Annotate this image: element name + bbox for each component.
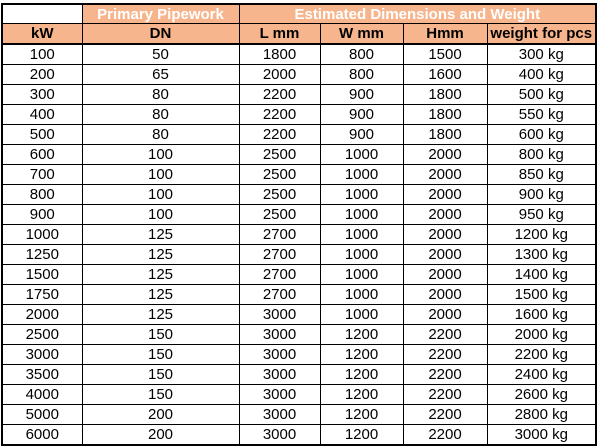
cell-dn: 80 [82,85,239,105]
cell-kw: 1250 [2,245,82,265]
cell-dn: 100 [82,205,239,225]
cell-kw: 1500 [2,265,82,285]
cell-length: 1800 [239,44,320,65]
cell-dn: 80 [82,125,239,145]
cell-height: 2000 [403,165,487,185]
table-row [2,265,596,285]
cell-dn: 200 [82,425,239,446]
cell-length: 2700 [239,285,320,305]
cell-kw: 4000 [2,385,82,405]
table-row [2,105,596,125]
cell-width: 900 [320,105,403,125]
cell-dn: 150 [82,325,239,345]
cell-width: 1200 [320,405,403,425]
cell-length: 2500 [239,185,320,205]
cell-width: 1000 [320,145,403,165]
cell-width: 1000 [320,245,403,265]
cell-weight: 2200 kg [487,345,596,365]
cell-kw: 200 [2,65,82,85]
cell-length: 2000 [239,65,320,85]
cell-weight: 2000 kg [487,325,596,345]
cell-kw: 900 [2,205,82,225]
cell-dn: 100 [82,165,239,185]
cell-kw: 5000 [2,405,82,425]
cell-dn: 125 [82,285,239,305]
cell-kw: 800 [2,185,82,205]
cell-dn: 65 [82,65,239,85]
cell-kw: 500 [2,125,82,145]
cell-dn: 125 [82,265,239,285]
cell-kw: 700 [2,165,82,185]
table-row [2,225,596,245]
group-header-estimated-dimensions: Estimated Dimensions and Weight [239,4,596,24]
cell-height: 2000 [403,305,487,325]
cell-kw: 400 [2,105,82,125]
cell-length: 3000 [239,325,320,345]
table-row [2,185,596,205]
cell-kw: 1750 [2,285,82,305]
cell-weight: 850 kg [487,165,596,185]
cell-width: 1200 [320,345,403,365]
cell-kw: 6000 [2,425,82,446]
cell-kw: 3500 [2,365,82,385]
column-header-kw: kW [2,24,82,45]
group-header-blank [2,4,82,24]
cell-weight: 2600 kg [487,385,596,405]
cell-height: 2200 [403,385,487,405]
cell-height: 2000 [403,225,487,245]
cell-width: 1000 [320,225,403,245]
table-row [2,205,596,225]
cell-width: 900 [320,85,403,105]
cell-weight: 2800 kg [487,405,596,425]
table-row [2,85,596,105]
cell-height: 2000 [403,245,487,265]
table-row [2,65,596,85]
cell-weight: 1600 kg [487,305,596,325]
cell-height: 2200 [403,405,487,425]
table-row [2,305,596,325]
column-header-width: W mm [320,24,403,45]
cell-length: 2200 [239,125,320,145]
cell-length: 2700 [239,265,320,285]
table-row [2,125,596,145]
cell-height: 2000 [403,265,487,285]
cell-dn: 80 [82,105,239,125]
table-row [2,425,596,446]
cell-length: 2200 [239,85,320,105]
cell-height: 1800 [403,125,487,145]
cell-width: 1000 [320,285,403,305]
cell-width: 1000 [320,165,403,185]
cell-weight: 300 kg [487,44,596,65]
cell-width: 1200 [320,425,403,446]
cell-length: 3000 [239,405,320,425]
cell-width: 1200 [320,365,403,385]
column-header-length: L mm [239,24,320,45]
group-header-row [2,4,596,24]
cell-height: 1600 [403,65,487,85]
cell-weight: 2400 kg [487,365,596,385]
cell-kw: 600 [2,145,82,165]
table-row [2,325,596,345]
cell-weight: 1300 kg [487,245,596,265]
cell-length: 3000 [239,425,320,446]
cell-height: 2200 [403,345,487,365]
column-header-dn: DN [82,24,239,45]
cell-dn: 150 [82,345,239,365]
cell-height: 2200 [403,425,487,446]
column-header-row [2,24,596,45]
cell-height: 2200 [403,325,487,345]
table-body [2,44,596,445]
cell-kw: 2000 [2,305,82,325]
cell-width: 1000 [320,185,403,205]
cell-length: 3000 [239,385,320,405]
cell-kw: 2500 [2,325,82,345]
cell-weight: 950 kg [487,205,596,225]
table-row [2,385,596,405]
table-row [2,145,596,165]
cell-weight: 400 kg [487,65,596,85]
cell-width: 900 [320,125,403,145]
cell-width: 800 [320,65,403,85]
group-header-primary-pipework: Primary Pipework [82,4,239,24]
column-header-weight: weight for pcs [487,24,596,45]
cell-kw: 1000 [2,225,82,245]
cell-dn: 125 [82,225,239,245]
cell-dn: 100 [82,185,239,205]
cell-weight: 500 kg [487,85,596,105]
cell-height: 2000 [403,145,487,165]
cell-width: 1200 [320,325,403,345]
cell-kw: 300 [2,85,82,105]
dimensions-table [1,3,597,446]
cell-dn: 125 [82,305,239,325]
cell-width: 1000 [320,265,403,285]
cell-weight: 900 kg [487,185,596,205]
cell-weight: 1200 kg [487,225,596,245]
table-row [2,345,596,365]
cell-height: 2200 [403,365,487,385]
cell-height: 1800 [403,85,487,105]
column-header-height: Hmm [403,24,487,45]
cell-dn: 100 [82,145,239,165]
cell-width: 1000 [320,205,403,225]
cell-height: 1500 [403,44,487,65]
table-row [2,365,596,385]
cell-length: 2500 [239,165,320,185]
cell-weight: 550 kg [487,105,596,125]
cell-weight: 600 kg [487,125,596,145]
cell-height: 2000 [403,285,487,305]
cell-weight: 1500 kg [487,285,596,305]
cell-length: 2700 [239,225,320,245]
cell-length: 2500 [239,205,320,225]
cell-width: 1200 [320,385,403,405]
table-row [2,165,596,185]
cell-width: 800 [320,44,403,65]
cell-height: 2000 [403,205,487,225]
table-row [2,285,596,305]
cell-weight: 800 kg [487,145,596,165]
cell-height: 1800 [403,105,487,125]
cell-height: 2000 [403,185,487,205]
cell-length: 3000 [239,345,320,365]
cell-width: 1000 [320,305,403,325]
cell-weight: 3000 kg [487,425,596,446]
cell-length: 2200 [239,105,320,125]
cell-dn: 150 [82,365,239,385]
cell-dn: 50 [82,44,239,65]
cell-dn: 200 [82,405,239,425]
table-row [2,44,596,65]
table-row [2,245,596,265]
cell-kw: 100 [2,44,82,65]
cell-length: 3000 [239,305,320,325]
table-row [2,405,596,425]
cell-dn: 125 [82,245,239,265]
cell-dn: 150 [82,385,239,405]
cell-kw: 3000 [2,345,82,365]
cell-weight: 1400 kg [487,265,596,285]
cell-length: 3000 [239,365,320,385]
cell-length: 2500 [239,145,320,165]
cell-length: 2700 [239,245,320,265]
